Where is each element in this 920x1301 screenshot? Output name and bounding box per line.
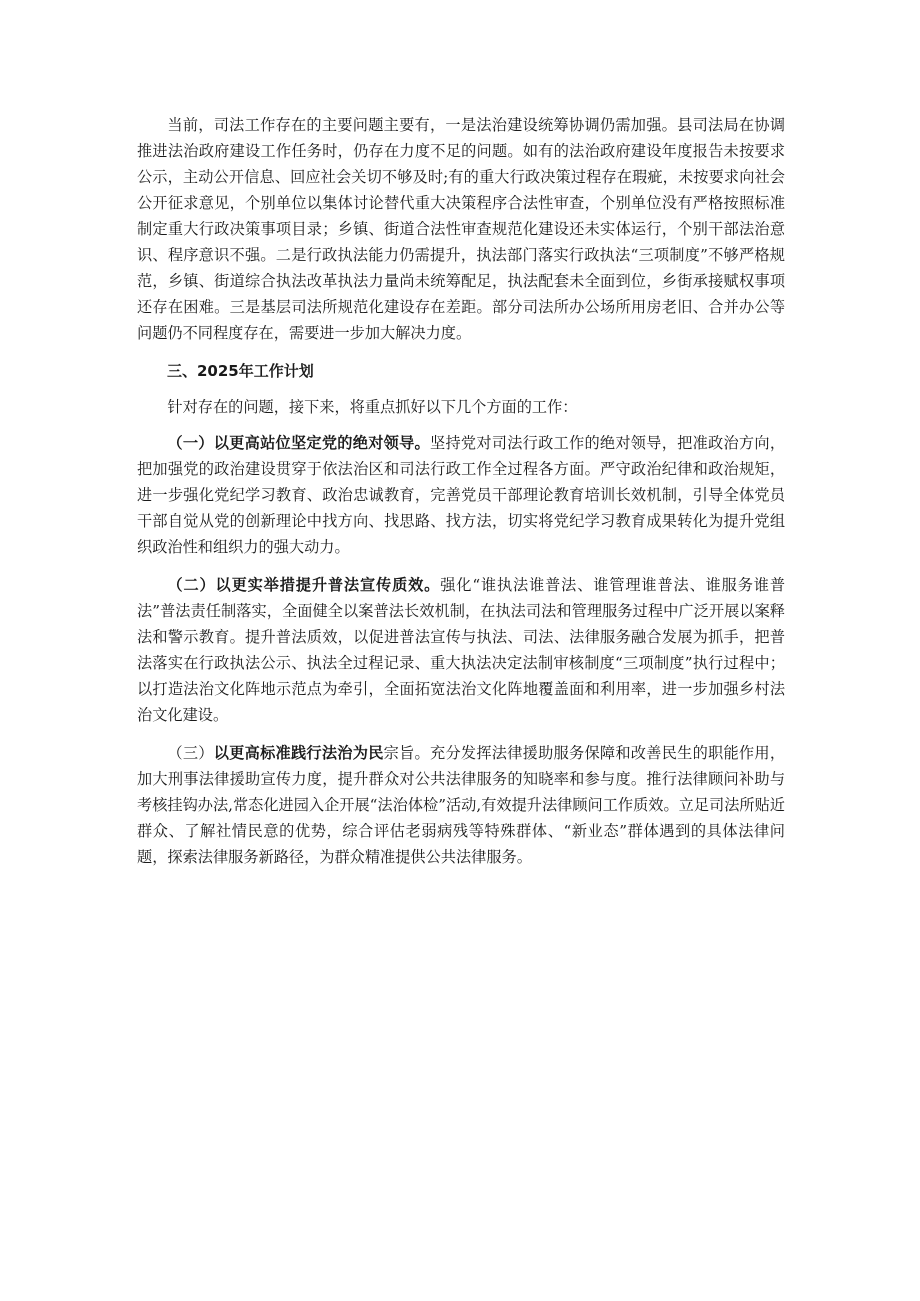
section-heading: 三、2025年工作计划 [167, 362, 314, 380]
document-body [137, 112, 785, 882]
plan-item-1-title: （一）以更高站位坚定党的绝对领导。 [167, 434, 430, 452]
plan-item-2-title: （二）以更实举措提升普法宣传质效。 [167, 576, 441, 594]
plan-item-2 [137, 572, 785, 728]
plan-item-3-prefix: （三） [167, 744, 214, 762]
plan-item-3-title: 以更高标准践行法治为民 [213, 744, 384, 762]
plan-item-3-body: 宗旨。充分发挥法律援助服务保障和改善民生的职能作用，加大刑事法律援助宣传力度，提升群众对公共法律服务的知晓率和参与度。推行法律顾问补助与考核挂钩办法,常态化进园入企开展“法治体检”活动,有效提升法律顾问工作质效。立足司法所贴近群众、了解社情民意的优势，综合评估老弱病残等特殊群体、“新业态”群体遇到的具体法律问题，探索法律服务新路径，为群众精准提供公共法律服务。 [137, 744, 786, 866]
plan-item-2-body: 强化“谁执法谁普法、谁管理谁普法、谁服务谁普法”普法责任制落实，全面健全以案普法长效机制，在执法司法和管理服务过程中广泛开展以案释法和警示教育。提升普法质效，以促进普法宣传与执法、司法、法律服务融合发展为抓手，把普法落实在行政执法公示、执法全过程记录、重大执法决定法制审核制度“三项制度”执行过程中；以打造法治文化阵地示范点为牵引，全面拓宽法治文化阵地覆盖面和利用率，进一步加强乡村法治文化建设。 [137, 576, 786, 724]
plan-item-1-body: 坚持党对司法行政工作的绝对领导，把准政治方向，把加强党的政治建设贯穿于依法治区和司法行政工作全过程各方面。严守政治纪律和政治规矩，进一步强化党纪学习教育、政治忠诚教育，完善党员干部理论教育培训长效机制，引导全体党员干部自觉从党的创新理论中找方向、找思路、找方法，切实将党纪学习教育成果转化为提升党组织政治性和组织力的强大动力。 [137, 434, 786, 556]
plan-item-1 [137, 430, 785, 560]
paragraph-problems: 当前，司法工作存在的主要问题主要有，一是法治建设统筹协调仍需加强。县司法局在协调推进法治政府建设工作任务时，仍存在力度不足的问题。如有的法治政府建设年度报告未按要求公示，主动公开信息、回应社会关切不够及时;有的重大行政决策过程存在瑕疵，未按要求向社会公开征求意见，个别单位以集体讨论替代重大决策程序合法性审查，个别单位没有严格按照标准制定重大行政决策事项目录；乡镇、街道合法性审查规范化建设还未实体运行，个别干部法治意识、程序意识不强。二是行政执法能力仍需提升，执法部门落实行政执法“三项制度”不够严格规范，乡镇、街道综合执法改革执法力量尚未统筹配足，执法配套未全面到位，乡街承接赋权事项还存在困难。三是基层司法所规范化建设存在差距。部分司法所办公场所用房老旧、合并办公等问题仍不同程度存在，需要进一步加大解决力度。 [137, 116, 785, 342]
paragraph-intro: 针对存在的问题，接下来，将重点抓好以下几个方面的工作： [167, 398, 578, 416]
plan-item-3 [137, 740, 785, 870]
